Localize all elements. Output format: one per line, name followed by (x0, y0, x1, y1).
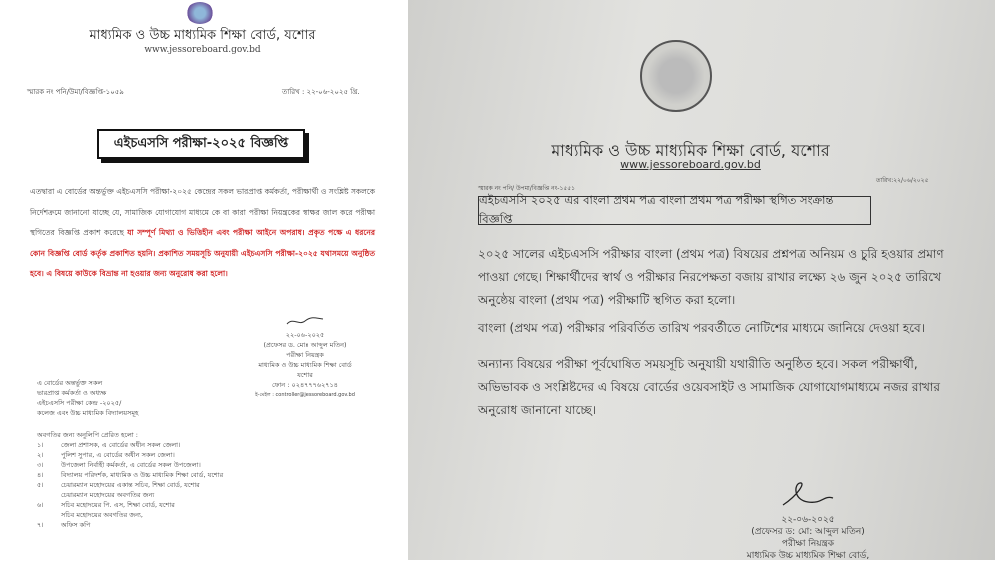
notice-title: এইচএসসি পরীক্ষা-২০২৫ বিজ্ঞপ্তি (113, 135, 289, 151)
signer-designation: পরীক্ষা নিয়ন্ত্রক (286, 351, 324, 359)
signer-designation: পরীক্ষা নিয়ন্ত্রক (781, 539, 835, 549)
distribution-item (37, 450, 223, 460)
right-notice (408, 0, 995, 560)
memo-number: স্মারক নং পনি/উমা/বিজ্ঞপ্তি-১০৫৯ (27, 88, 124, 96)
signature-block (240, 315, 370, 400)
signer-city: যশোর (297, 371, 313, 379)
recipient-line: ভারপ্রাপ্ত কর্মকর্তা ও অধ্যক্ষ (37, 389, 107, 397)
item-number: ৬। (37, 501, 44, 509)
recipient-line: এইচএসসি পরীক্ষা কেন্দ্র -২০২৫/ (37, 399, 122, 407)
item-text: অফিস কপি (61, 521, 91, 529)
recipients (37, 378, 138, 418)
notice-date: তারিখ:২২/০৬/২০২৫ (876, 177, 929, 184)
signature-icon (285, 315, 325, 327)
signer-office: মাধ্যমিক ও উচ্চ মাধ্যমিক শিক্ষা বোর্ড (258, 361, 352, 369)
website: www.jessoreboard.gov.bd (144, 45, 261, 55)
item-text: সচিব মহোদয়ের পি. এস, শিক্ষা বোর্ড, যশোর (61, 501, 175, 509)
signer-office: মাধ্যমিক উচ্চ মাধ্যমিক শিক্ষা বোর্ড, (746, 551, 870, 561)
board-name: মাধ্যমিক ও উচ্চ মাধ্যমিক শিক্ষা বোর্ড, যশোর (551, 141, 830, 160)
notice-title: এইচএসসি ২০২৫ এর বাংলা প্রথম পত্র বাংলা প্রথম পত্র পরীক্ষা স্থগিত সংক্রান্ত বিজ্ঞপ্তি (479, 192, 834, 226)
memo-number: স্মারক নং পনি/ উপমা/বিজ্ঞপ্তি নং-১৫৫১ (478, 185, 576, 192)
body-highlight: যা সম্পূর্ণ মিথ্যা ও ভিত্তিহীন এবং পরীক্ষা আইনে অপরাধ। প্রকৃত পক্ষে এ ধরনের কোন বিজ্ঞপ্তি বোর্ড কর্তৃক প্রকাশিত হয়নি। প্রকাশিত সময়সূচি অনুযায়ী এইচএসসি পরীক্ষা-২০২৫ যথাসময়ে অনুষ্ঠিত হবে। এ বিষয়ে কাউকে বিভ্রান্ত না হওয়ার জন্য অনুরোধ করা হলো। (30, 228, 375, 278)
item-number: ৩। (37, 461, 44, 469)
distribution-item (37, 480, 223, 490)
recipient-line: এ বোর্ডের অন্তর্ভুক্ত সকল (37, 379, 103, 387)
board-logo-icon (640, 40, 712, 112)
item-text: চেয়ারম্যান মহোদয়ের অবগতির জন্য (61, 491, 155, 499)
item-text: বিদ্যালয় পরিদর্শক, মাধ্যমিক ও উচ্চ মাধ্যমিক শিক্ষা বোর্ড, যশোর (61, 471, 224, 479)
distribution-item (37, 460, 223, 470)
signature-icon (778, 480, 838, 510)
paragraph: বাংলা (প্রথম পত্র) পরীক্ষার পরিবর্তিত তারিখ পরবর্তীতে নোটিশের মাধ্যমে জানিয়ে দেওয়া হবে। (478, 321, 925, 335)
item-number: ৪। (37, 471, 44, 479)
distribution-item (37, 500, 223, 510)
left-notice (0, 0, 405, 560)
item-text: চেয়ারম্যান মহোদয়ের একান্ত সচিব, শিক্ষা বোর্ড, যশোর (61, 481, 200, 489)
paragraph: ২০২৫ সালের এইচএসসি পরীক্ষার বাংলা (প্রথম পত্র) বিষয়ের প্রশ্নপত্র অনিয়ম ও চুরি হওয়ার প্রমাণ পাওয়া গেছে। শিক্ষার্থীদের স্বার্থ ও পরীক্ষার নিরপেক্ষতা বজায় রাখার লক্ষ্যে ২৬ জুন ২০২৫ তারিখে অনুষ্ঠেয় বাংলা (প্রথম পত্র) পরীক্ষাটি স্থগিত করা হলো। (478, 247, 944, 307)
board-name: মাধ্যমিক ও উচ্চ মাধ্যমিক শিক্ষা বোর্ড, যশোর (89, 28, 316, 43)
board-logo-icon (186, 2, 214, 24)
distribution-item (37, 490, 223, 500)
item-number: ৫। (37, 481, 44, 489)
distribution-item (37, 520, 223, 530)
item-text: জেলা প্রশাসক, এ বোর্ডের অধীন সকল জেলা। (61, 441, 181, 449)
item-text: পুলিশ সুপার, এ বোর্ডের অধীন সকল জেলা। (61, 451, 175, 459)
item-text: সচিব মহোদয়ের অবগতির জন্য, (61, 511, 143, 519)
item-number: ২। (37, 451, 44, 459)
notice-date: তারিখ : ২২-০৬-২০২৫ খ্রি. (282, 88, 360, 96)
notice-title-box (478, 192, 871, 226)
signer-email: ই-মেইল : controller@jessoreboard.gov.bd (255, 392, 355, 398)
signature-block (743, 480, 873, 562)
item-number: ১। (37, 441, 44, 449)
signer-phone: ফোন : ০২৪৭৭৭৬২৭১৪ (272, 381, 338, 389)
website: www.jessoreboard.gov.bd (620, 158, 761, 171)
notice-title-box (97, 129, 305, 159)
signer-name: (প্রফেসর ড. মোঃ আব্দুল মতিন) (263, 341, 347, 349)
distribution-heading: অবগতির জন্য অনুলিপি প্রেরিত হলো : (37, 431, 138, 439)
distribution-item (37, 440, 223, 450)
distribution-list (37, 430, 223, 530)
item-text: উপজেলা নির্বাহী কর্মকর্তা, এ বোর্ডের সকল উপজেলা। (61, 461, 201, 469)
body-normal: এতদ্বারা এ বোর্ডের অন্তর্ভুক্ত এইচএসসি পরীক্ষা-২০২৫ কেন্দ্রের সকল ভারপ্রাপ্ত কর্মকর্তা, পরীক্ষার্থী ও সংশ্লিষ্ট সকলকে নির্দেশক্রমে জানানো যাচ্ছে যে, সামাজিক যোগাযোগ মাধ্যমে কে বা কারা পরীক্ষা নিয়ন্ত্রকের স্বাক্ষর জাল করে পরীক্ষা স্থগিতের বিজ্ঞপ্তি প্রকাশ করেছে (30, 187, 375, 237)
recipient-line: কলেজ এবং উচ্চ মাধ্যমিক বিদ্যালয়সমূহ (37, 409, 139, 417)
paragraph: অন্যান্য বিষয়ের পরীক্ষা পূর্বঘোষিত সময়সূচি অনুযায়ী যথারীতি অনুষ্ঠিত হবে। সকল পরীক্ষার্থী, অভিভাবক ও সংশ্লিষ্টদের এ বিষয়ে বোর্ডের ওয়েবসাইট ও সামাজিক যোগাযোগমাধ্যমে নজর রাখার অনুরোধ জানানো যাচ্ছে। (478, 357, 940, 417)
notice-body (30, 182, 375, 285)
item-number: ৭। (37, 521, 44, 529)
distribution-item (37, 470, 223, 480)
signer-name: (প্রফেসর ড: মো: আব্দুল মতিন) (751, 527, 865, 537)
sign-date: ২২-০৬-২০২৫ (781, 515, 835, 525)
sign-date: ২২-০৬-২০২৫ (285, 331, 325, 339)
distribution-item (37, 510, 223, 520)
